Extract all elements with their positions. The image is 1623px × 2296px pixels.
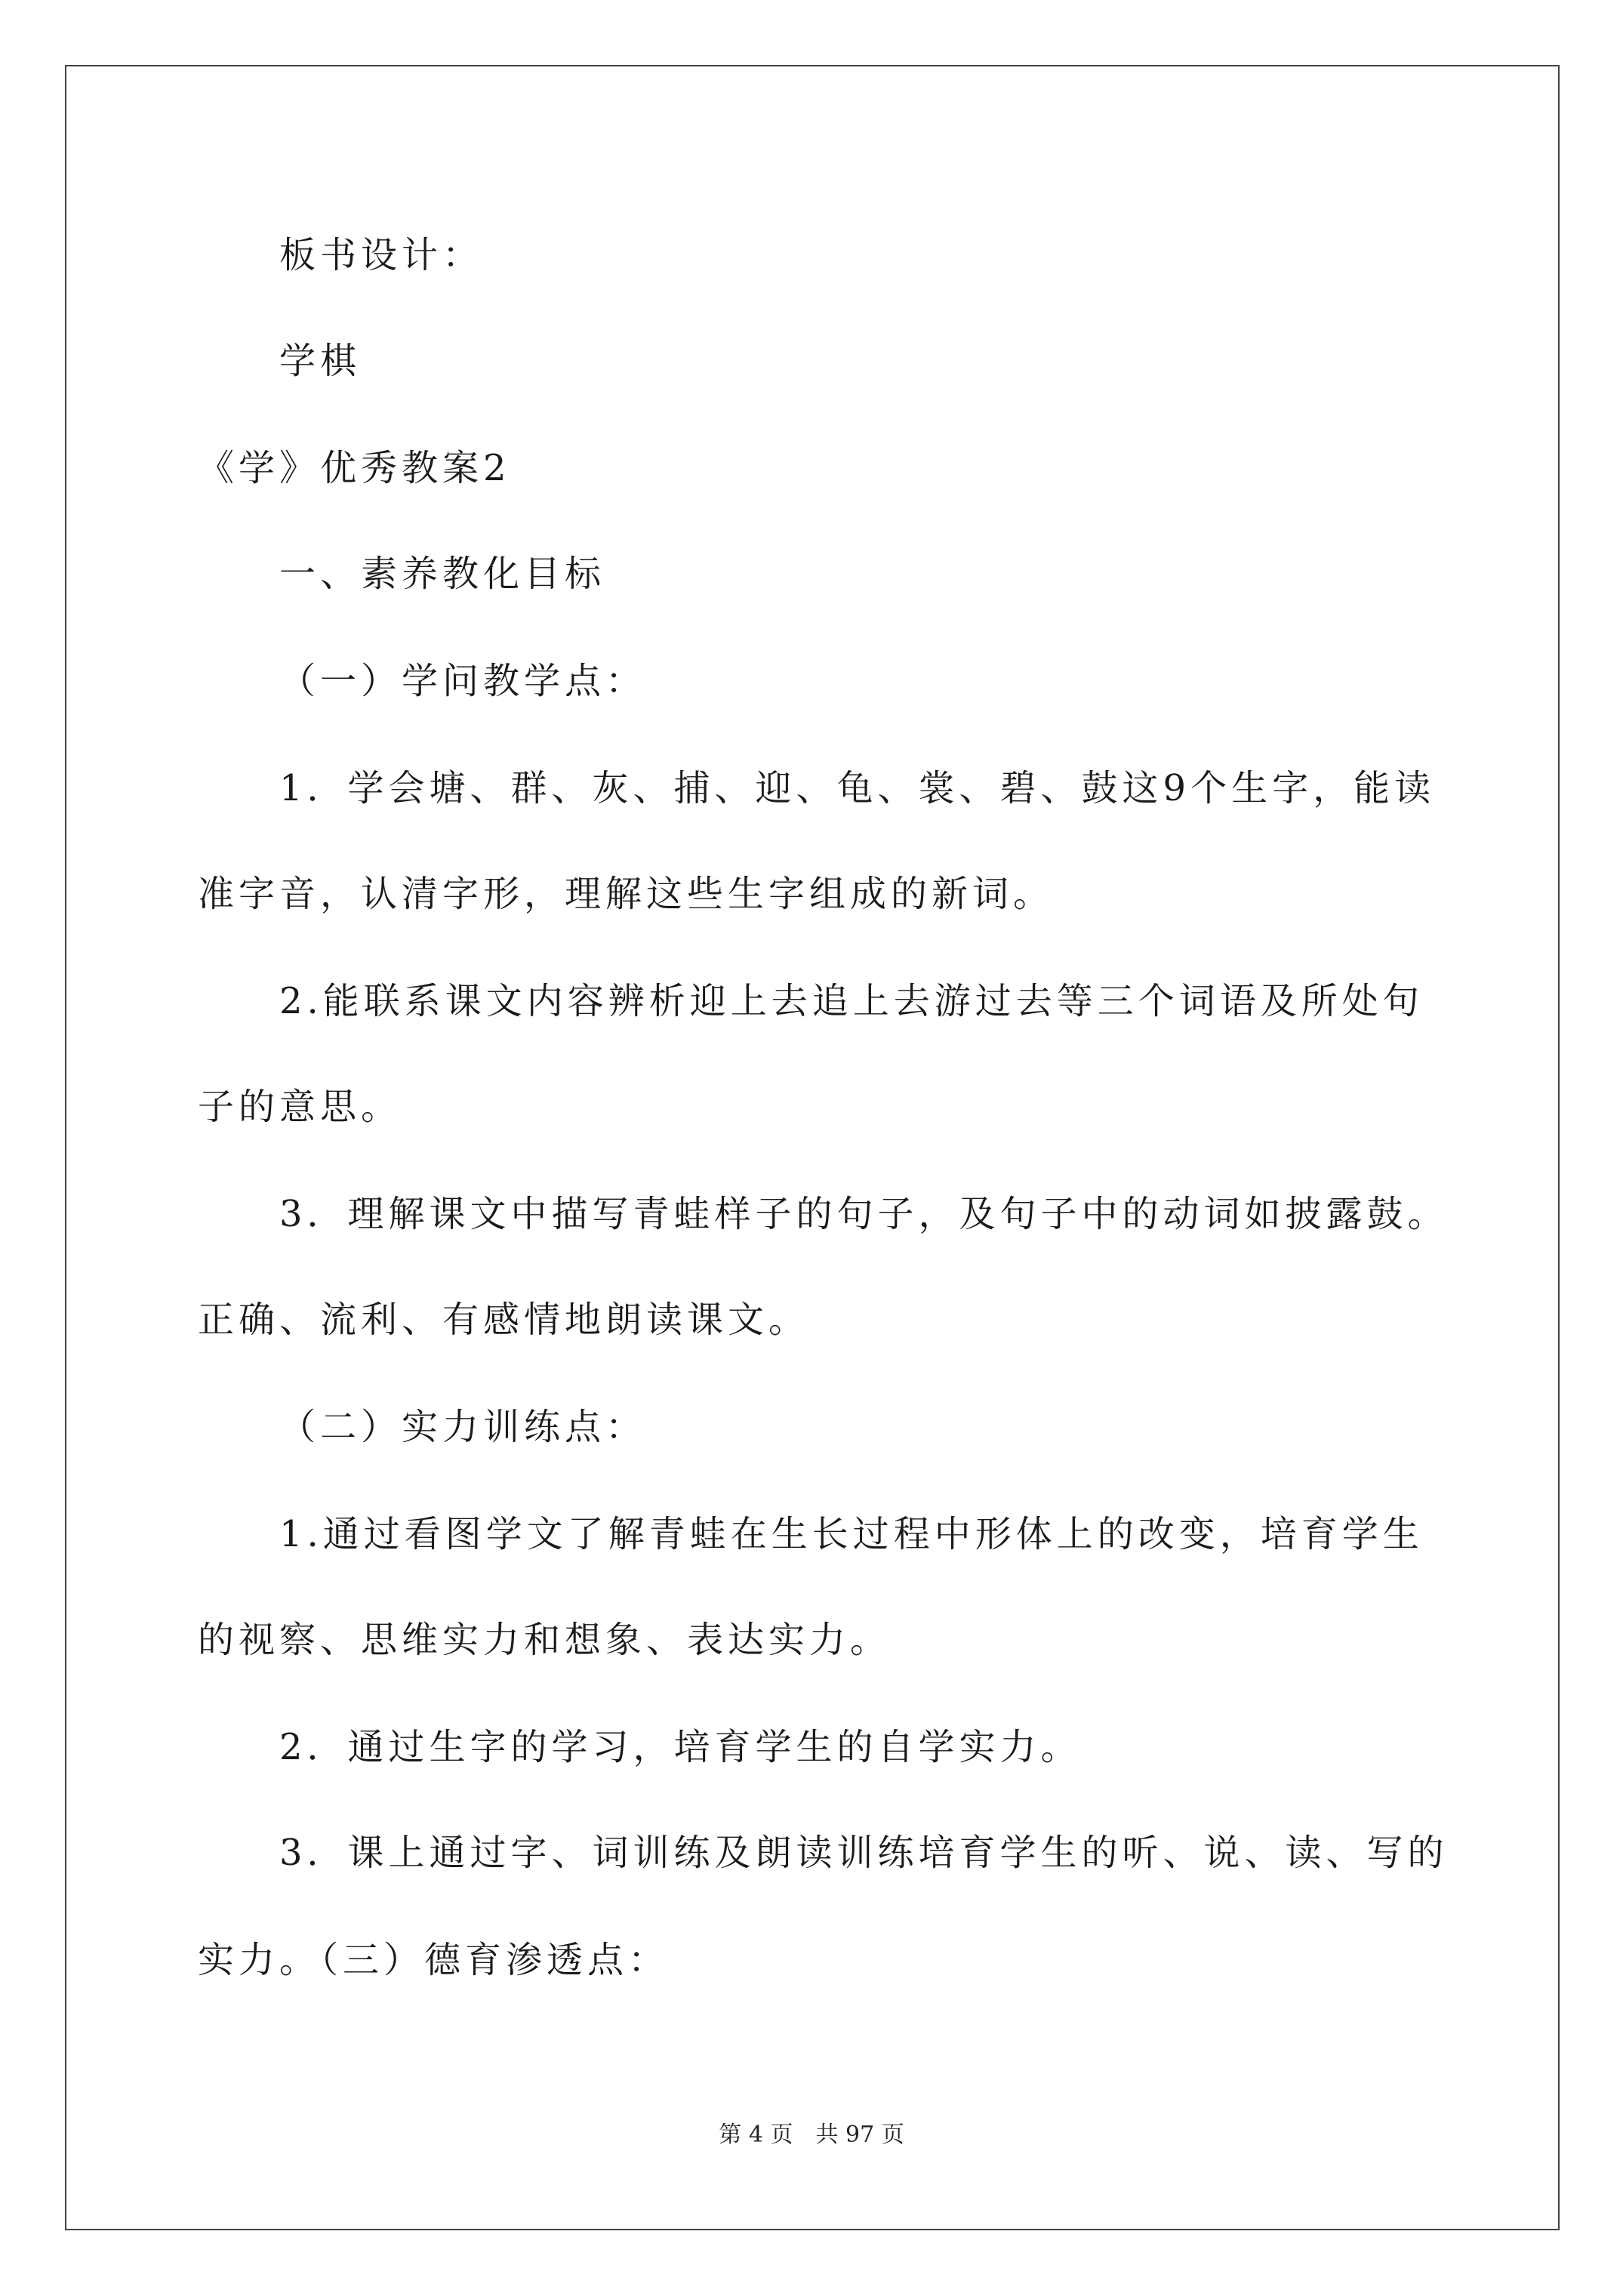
paragraph-line: 准字音，认清字形，理解这些生字组成的新词。 xyxy=(198,873,1055,915)
section-heading-board-design: 板书设计： xyxy=(279,234,484,276)
page-frame xyxy=(65,65,1560,2230)
paragraph-line: 2．通过生字的学习，培育学生的自学实力。 xyxy=(279,1726,1082,1768)
paragraph-line: 2.能联系课文内容辨析迎上去追上去游过去等三个词语及所处句 xyxy=(279,980,1424,1022)
document-title: 《学》优秀教案2 xyxy=(198,447,511,489)
paragraph-line: 3．理解课文中描写青蛙样子的句子，及句子中的动词如披露鼓。 xyxy=(279,1193,1449,1235)
subheading-ability-points: （二）实力训练点： xyxy=(279,1406,647,1448)
paragraph-line: 正确、流利、有感情地朗读课文。 xyxy=(198,1299,810,1341)
subheading-knowledge-points: （一）学问教学点： xyxy=(279,660,647,702)
paragraph-line: 的视察、思维实力和想象、表达实力。 xyxy=(198,1619,892,1661)
paragraph-line: 1.通过看图学文了解青蛙在生长过程中形体上的改变，培育学生 xyxy=(279,1513,1424,1555)
paragraph-line: 1．学会塘、群、灰、捕、迎、龟、裳、碧、鼓这9个生字，能读 xyxy=(279,767,1436,809)
paragraph-line: 子的意思。 xyxy=(198,1086,402,1128)
paragraph-line: 3．课上通过字、词训练及朗读训练培育学生的听、说、读、写的 xyxy=(279,1832,1449,1874)
paragraph-line: 实力。（三）德育渗透点： xyxy=(198,1939,670,1981)
board-design-content: 学棋 xyxy=(279,340,362,382)
section-heading-goals: 一、素养教化目标 xyxy=(279,553,606,595)
page-number-footer: 第 4 页 共 97 页 xyxy=(719,2122,904,2148)
